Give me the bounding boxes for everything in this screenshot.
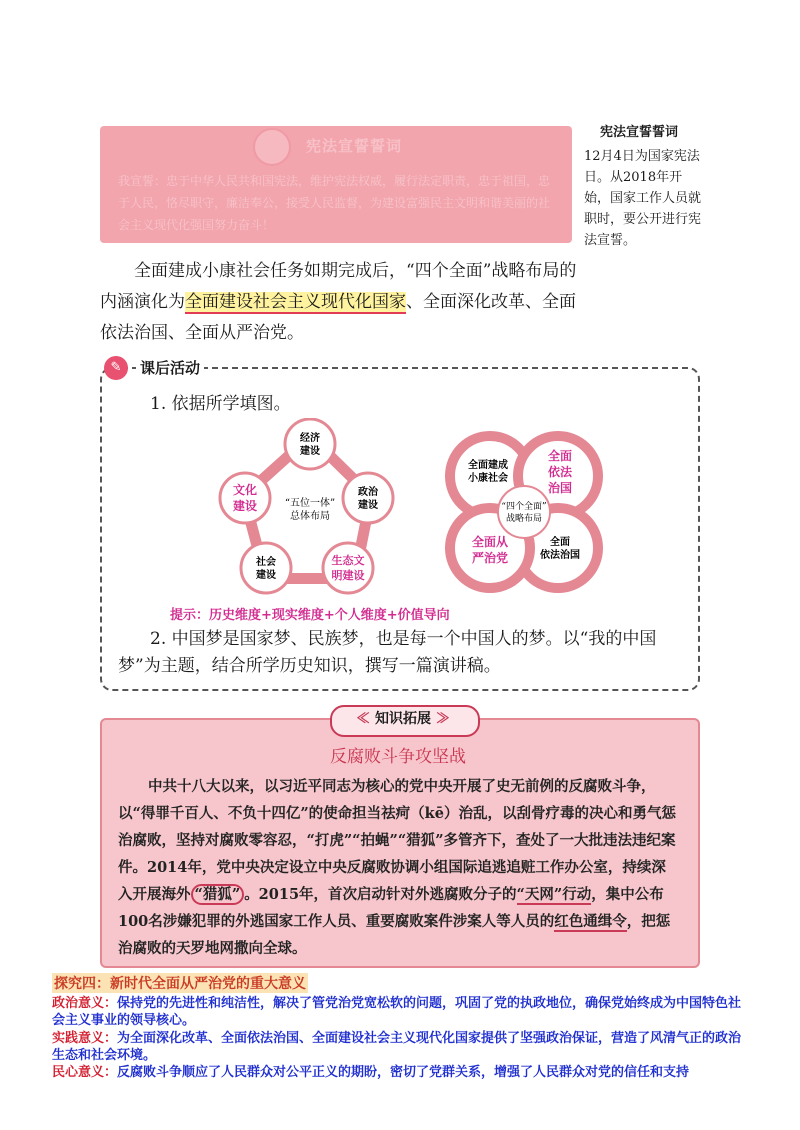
oath-title: 宪法宣誓誓词 (306, 137, 403, 155)
knowledge-p1: 中共十八大以来，以习近平同志为核心的党中央开展了史无前例的反腐败斗争，以“得罪千百人、不负十四亿”的使命担当祛疴（kē）治乱，以刮骨疗毒的决心和勇气惩治腐败，坚持对腐败零容忍，“打虎”“拍蝇”“猎狐”多管齐下，查处了一大批违法违纪案件。2014年，党中央决定设立中央反腐败协调小组国际追逃追赃工作办公室，持续深入开展海外 (118, 778, 676, 903)
d1-center-quote: “五位一体” (284, 498, 336, 509)
d1-node-1a: 经济 (300, 433, 320, 444)
double-chevron-left-icon: ≪ (356, 711, 375, 727)
d1-node-2b: 建设 (358, 500, 378, 511)
practical-text: 为全面深化改革、全面依法治国、全面建设社会主义现代化国家提供了坚强政治保证，营造了风清气正的政治生态和社会环境。 (52, 1031, 742, 1063)
question-2: 2. 中国梦是国家梦、民族梦，也是每一个中国人的梦。以“我的中国梦”为主题，结合所学历史知识，撰写一篇演讲稿。 (118, 629, 657, 676)
double-chevron-right-icon: ≫ (431, 711, 450, 727)
paragraph-highlight: 全面建设社会主义现代化国家 (185, 292, 406, 312)
d2-c4b: 严治党 (471, 551, 509, 565)
knowledge-p3: ，集中公布100名涉嫌犯罪的外逃国家工作人员、重要腐败案件涉案人等人员的 (118, 886, 664, 930)
d2-center-quote: “四个全面” (501, 502, 547, 512)
d1-node-4b: 建设 (256, 570, 276, 581)
oath-text: 我宣誓：忠于中华人民共和国宪法，维护宪法权威，履行法定职责，忠于祖国，忠于人民，恪尽职守，廉洁奉公，接受人民监督，为建设富强民主文明和谐美丽的社会主义现代化强国努力奋斗！ (118, 174, 551, 232)
public-text: 反腐败斗争顺应了人民群众对公平正义的期盼，密切了党群关系，增强了人民群众对党的信任和支持 (117, 1065, 690, 1080)
d2-c3a: 全面 (550, 537, 570, 548)
political-label: 政治意义： (52, 996, 118, 1011)
activity-hint: 提示：历史维度+现实维度+个人维度+价值导向 (170, 608, 450, 623)
practical-label: 实践意义： (52, 1031, 118, 1046)
d2-c4a: 全面从 (471, 535, 509, 549)
tianwang-underlined: “天网”行动 (516, 886, 592, 903)
knowledge-p2: 。2015年，首次启动针对外逃腐败分子的 (244, 886, 517, 903)
public-meaning (52, 1064, 752, 1081)
national-emblem-icon (253, 128, 291, 166)
political-meaning (52, 995, 752, 1029)
d2-c2a: 全面 (547, 449, 573, 463)
d1-center-sub: 总体布局 (290, 511, 330, 522)
sidebar-text: 12月4日为国家宪法日。从2018年开始，国家工作人员就职时，要公开进行宪法宣誓。 (584, 149, 702, 248)
knowledge-subtitle: 反腐败斗争攻坚战 (330, 747, 466, 767)
question-1: 1. 依据所学填图。 (150, 394, 291, 414)
d1-node-3a: 生态文 (331, 554, 365, 567)
knowledge-text (118, 773, 680, 962)
pencil-icon: ✎ (104, 356, 128, 380)
sidebar-title: 宪法宣誓誓词 (600, 125, 679, 140)
practical-meaning (52, 1030, 752, 1064)
d1-node-3b: 明建设 (331, 569, 365, 582)
knowledge-title (330, 708, 476, 728)
knowledge-pill-label: 知识拓展 (375, 711, 431, 727)
d2-c1b: 小康社会 (468, 473, 508, 484)
d2-c2c: 治国 (547, 481, 573, 495)
d1-node-2a: 政治 (358, 487, 378, 498)
four-comprehensives-diagram (440, 428, 610, 600)
explore-title: 探究四：新时代全面从严治党的重大意义 (52, 973, 308, 993)
d2-c1a: 全面建成 (468, 460, 508, 471)
d1-node-5a: 文化 (232, 483, 258, 497)
activity-title: 课后活动 (136, 357, 204, 378)
liehu-circled: “猎狐” (191, 884, 245, 905)
hongse-underlined: 红色通缉令 (554, 913, 627, 930)
political-text: 保持党的先进性和纯洁性，解决了管党治党宽松软的问题，巩固了党的执政地位，确保党始终成为中国特色社会主义事业的领导核心。 (52, 996, 742, 1028)
main-paragraph (100, 256, 582, 349)
d2-c2b: 依法 (547, 465, 573, 479)
paragraph-after: 、全面深化改革、全面依法治国、全面从严治党。 (100, 292, 576, 343)
public-label: 民心意义： (52, 1065, 118, 1080)
d2-c3b: 依法治国 (540, 550, 580, 561)
d1-node-4a: 社会 (256, 557, 276, 568)
knowledge-p4: ，把惩治腐败的天罗地网撒向全球。 (118, 913, 671, 957)
d1-node-1b: 建设 (300, 446, 320, 457)
d2-center-sub: 战略布局 (505, 514, 543, 524)
d1-node-5b: 建设 (232, 499, 258, 513)
five-in-one-diagram (200, 418, 420, 604)
paragraph-before: 全面建成小康社会任务如期完成后，“四个全面”战略布局的内涵演化为 (100, 261, 577, 312)
